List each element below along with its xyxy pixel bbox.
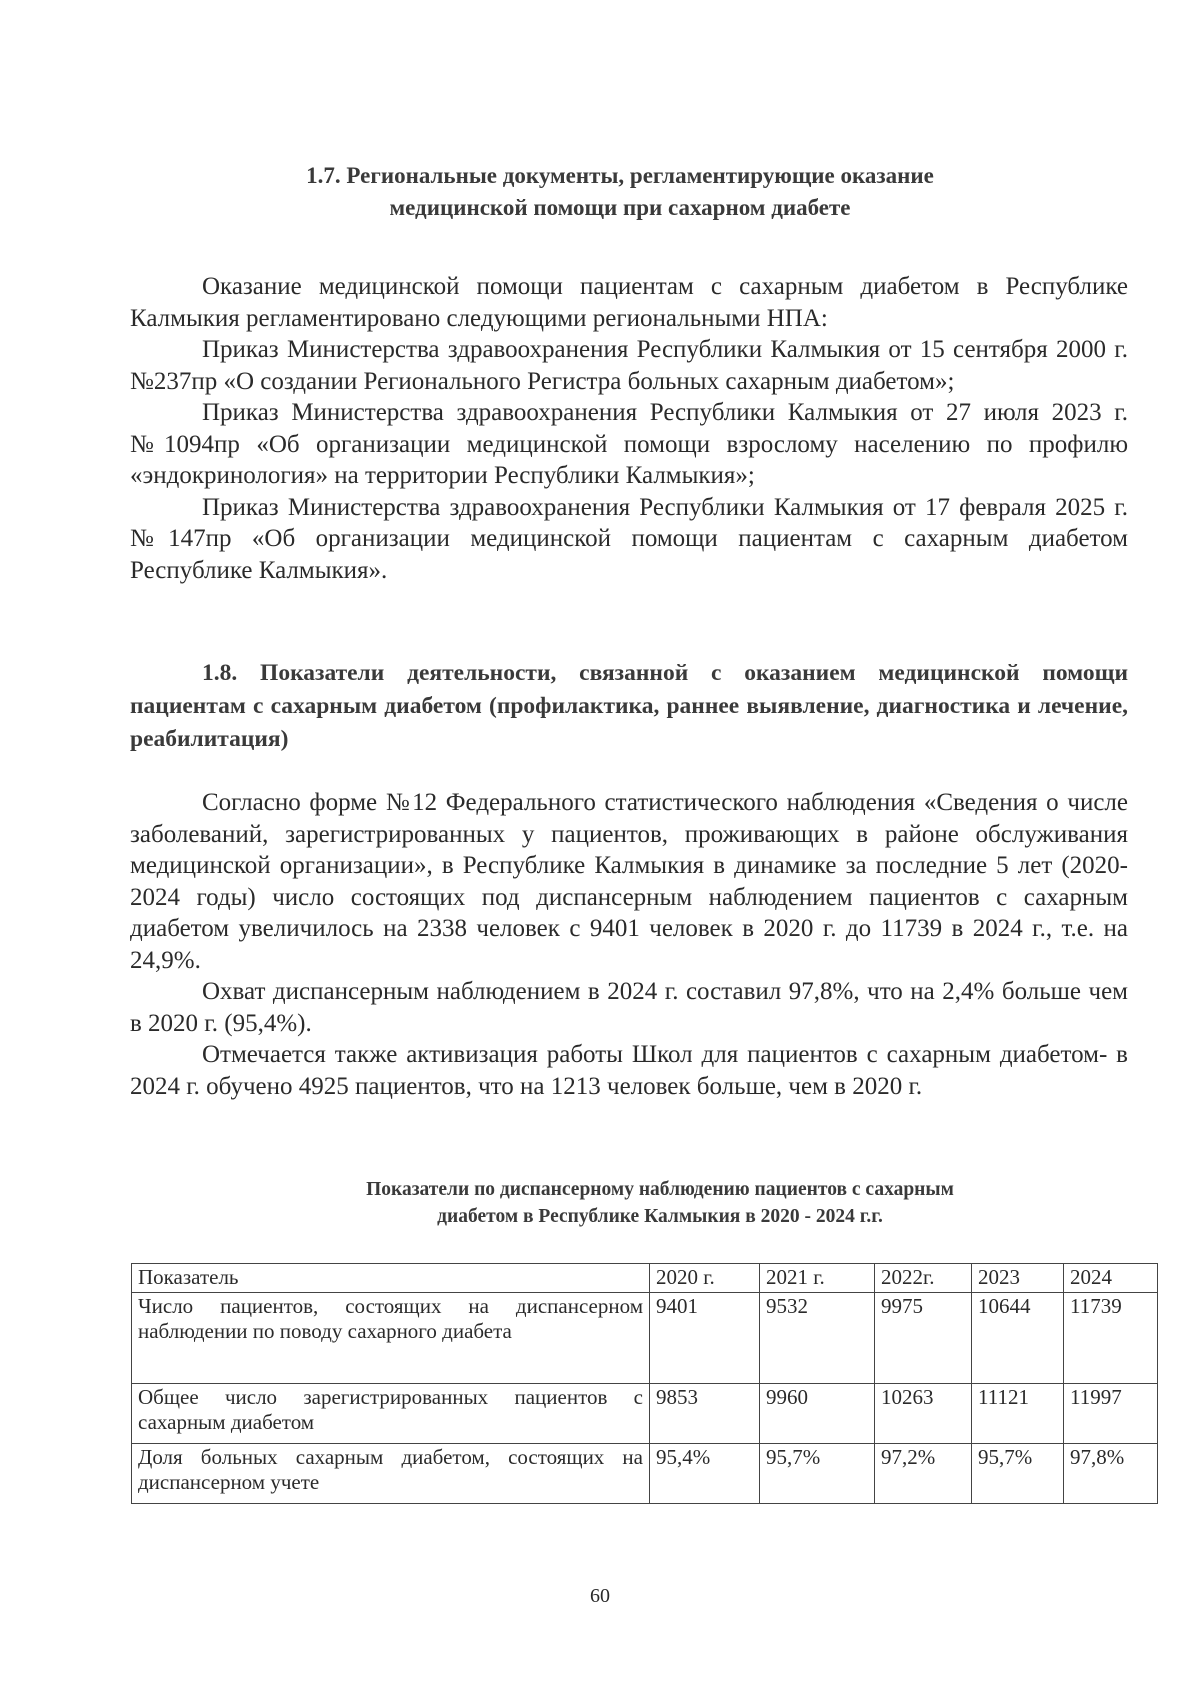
table-header-cell: 2024 [1064,1264,1158,1293]
table-cell: 9975 [875,1293,972,1384]
table-cell: 9853 [650,1384,760,1444]
table-header-cell: 2023 [972,1264,1064,1293]
table-row-label: Число пациентов, состоящих на диспансерном наблюдении по поводу сахарного диабета [132,1293,650,1384]
paragraph: Отмечается также активизация работы Школ для пациентов с сахарным диабетом- в 2024 г. обучено 4925 пациентов, что на 1213 человек больше, чем в 2020 г. [130,1041,1128,1100]
section-1-8-body [130,787,1128,1102]
table-cell: 95,4% [650,1444,760,1504]
table-cell: 11997 [1064,1384,1158,1444]
table-header-cell: Показатель [132,1264,650,1293]
paragraph: Согласно форме №12 Федерального статистического наблюдения «Сведения о числе заболеваний, зарегистрированных у пациентов, проживающих в районе обслуживания медицинской организации», в Республике Калмыкия в динамике за последние 5 лет (2020-2024 годы) число состоящих под диспансерным наблюдением пациентов с сахарным диабетом увеличилось на 2338 человек с 9401 человек в 2020 г. до 11739 в 2024 г., т.е. на 24,9%. [130,789,1128,974]
table-header-cell: 2021 г. [760,1264,875,1293]
table-cell: 11121 [972,1384,1064,1444]
section-heading-1-7-line1: 1.7. Региональные документы, регламентирующие оказание [306,163,934,188]
table-cell: 10263 [875,1384,972,1444]
table-title-line2: диабетом в Республике Калмыкия в 2020 - 2024 г.г. [437,1206,883,1227]
table-cell: 9401 [650,1293,760,1384]
table-title [200,1176,1120,1230]
paragraph: Оказание медицинской помощи пациентам с сахарным диабетом в Республике Калмыкия регламентировано следующими региональными НПА: [130,273,1128,332]
table-header-cell: 2022г. [875,1264,972,1293]
table-row [132,1293,1158,1384]
table-header-row [132,1264,1158,1293]
table-cell: 95,7% [760,1444,875,1504]
section-heading-1-7 [120,160,1120,224]
table-cell: 97,8% [1064,1444,1158,1504]
section-heading-1-8: 1.8. Показатели деятельности, связанной с оказанием медицинской помощи пациентам с сахарным диабетом (профилактика, раннее выявление, диагностика и лечение, реабилитация) [130,660,1128,752]
paragraph: Приказ Министерства здравоохранения Республики Калмыкия от 27 июля 2023 г. №1094пр «Об организации медицинской помощи взрослому населению по профилю «эндокринология» на территории Республики Калмыкия»; [130,399,1128,489]
page-number: 60 [590,1585,610,1607]
section-heading-1-7-line2: медицинской помощи при сахарном диабете [389,195,851,220]
table-header-cell: 2020 г. [650,1264,760,1293]
table-cell: 95,7% [972,1444,1064,1504]
table-title-line1: Показатели по диспансерному наблюдению пациентов с сахарным [366,1179,954,1200]
table-cell: 9960 [760,1384,875,1444]
paragraph: Приказ Министерства здравоохранения Республики Калмыкия от 17 февраля 2025 г. №147пр «Об организации медицинской помощи пациентам с сахарным диабетом Республике Калмыкия». [130,493,1128,584]
paragraph: Приказ Министерства здравоохранения Республики Калмыкия от 15 сентября 2000 г. №237пр «О создании Регионального Регистра больных сахарным диабетом»; [130,336,1128,395]
table-cell: 11739 [1064,1293,1158,1384]
table-row [132,1384,1158,1444]
table-row-label: Доля больных сахарным диабетом, состоящих на диспансерном учете [132,1444,650,1504]
table-cell: 10644 [972,1293,1064,1384]
section-1-7-body [130,271,1128,586]
table-cell: 9532 [760,1293,875,1384]
table-row [132,1444,1158,1504]
paragraph: Охват диспансерным наблюдением в 2024 г. составил 97,8%, что на 2,4% больше чем в 2020 г. (95,4%). [130,978,1128,1037]
table-row-label: Общее число зарегистрированных пациентов с сахарным диабетом [132,1384,650,1444]
table-cell: 97,2% [875,1444,972,1504]
statistics-table [131,1263,1158,1504]
